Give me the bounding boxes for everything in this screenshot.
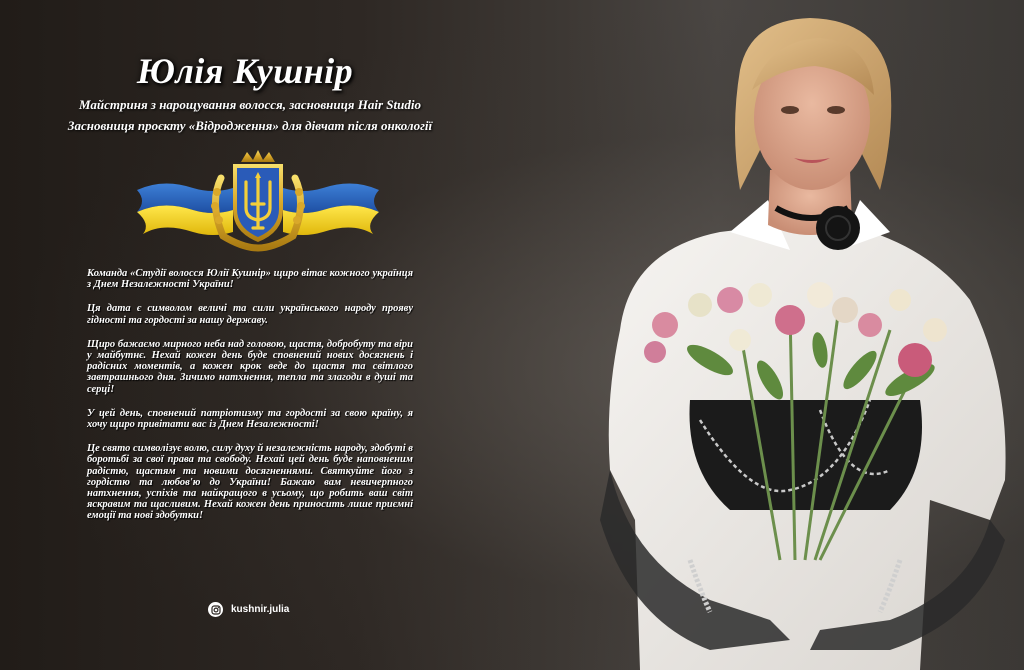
page-title: Юлія Кушнір <box>136 51 354 91</box>
subtitle-profession: Майстриня з нарощування волосся, засновниця Hair Studio <box>79 97 421 112</box>
portrait-with-flowers-icon <box>590 0 1024 670</box>
subtitle-project: Засновниця проєкту «Відродження» для дівчат після онкології <box>67 118 433 133</box>
greeting-paragraph: Це свято символізує волю, силу духу й незалежність народу, здобуті в боротьбі за свої права та свободу. Нехай цей день буде наповненим радістю, щастям та новими досягненнями. Святкуйте його з гордістю та любов'ю до України! Бажаю вам невичерпного натхнення, успіхів та найкращого в усьому, що робить ваш світ яскравим та щасливим. Нехай кожен день приносить лише приємні емоції та нові здобутки! <box>87 443 413 522</box>
greeting-paragraph: У цей день, сповнений патріотизму та гордості за свою країну, я хочу щиро привітати вас із Днем Незалежності! <box>87 407 413 431</box>
instagram-link[interactable] <box>208 602 289 617</box>
ukraine-coat-of-arms-icon <box>133 148 383 253</box>
greeting-paragraph: Щиро бажаємо мирного неба над головою, щастя, добробуту та віри у майбутнє. Нехай кожен день буде сповнений нових досягнень і радісних моментів, а кожен крок веде до щастя та світлого завтрашнього дня. Зичимо натхнення, тепла та злагоди в душі та серці! <box>87 338 413 395</box>
instagram-icon <box>208 602 223 617</box>
greeting-paragraph: Ця дата є символом величі та сили українського народу прояву гідності та гордості за нашу державу. <box>87 303 413 326</box>
greeting-paragraph: Команда «Студії волосся Юлії Кушнір» щиро вітає кожного українця з Днем Незалежності України! <box>87 268 413 291</box>
instagram-handle: kushnir.julia <box>231 604 290 615</box>
greeting-text <box>87 268 413 535</box>
